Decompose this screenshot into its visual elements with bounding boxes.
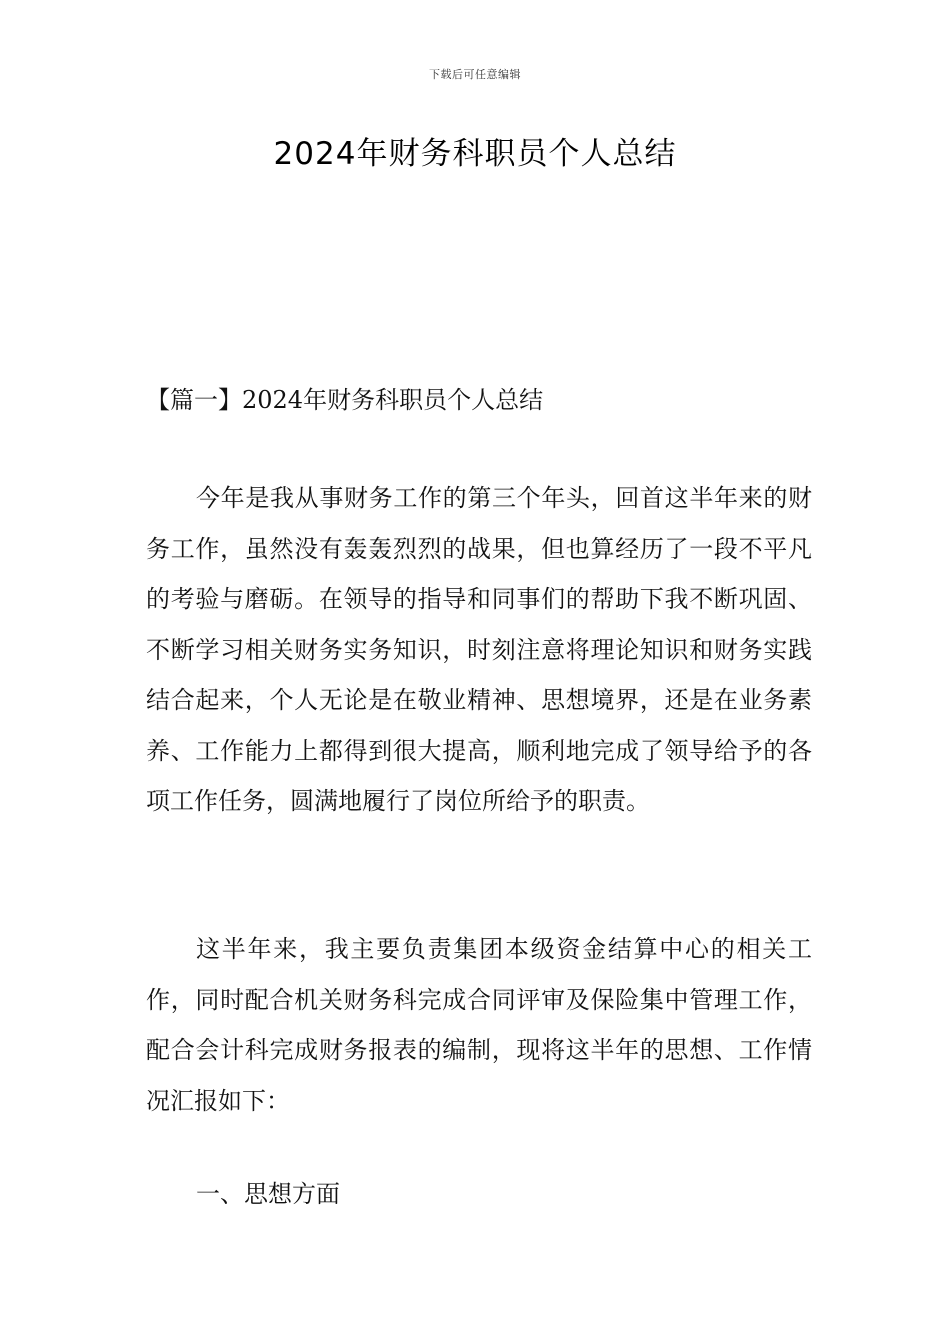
header-note: 下载后可任意编辑 bbox=[429, 68, 521, 81]
paragraph-1: 今年是我从事财务工作的第三个年头，回首这半年来的财务工作，虽然没有轰轰烈烈的战果，但也算经历了一段不平凡的考验与磨砺。在领导的指导和同事们的帮助下我不断巩固、不断学习相关财务实务知识，时刻注意将理论知识和财务实践结合起来，个人无论是在敬业精神、思想境界，还是在业务素养、工作能力上都得到很大提高，顺利地完成了领导给予的各项工作任务，圆满地履行了岗位所给予的职责。 bbox=[146, 484, 812, 815]
document-title: 2024年财务科职员个人总结 bbox=[273, 136, 677, 172]
section-heading: 【篇一】2024年财务科职员个人总结 bbox=[146, 386, 544, 414]
paragraph-2: 这半年来，我主要负责集团本级资金结算中心的相关工作，同时配合机关财务科完成合同评审及保险集中管理工作，配合会计科完成财务报表的编制，现将这半年的思想、工作情况汇报如下： bbox=[146, 935, 812, 1115]
subheading-thought: 一、思想方面 bbox=[196, 1180, 340, 1208]
